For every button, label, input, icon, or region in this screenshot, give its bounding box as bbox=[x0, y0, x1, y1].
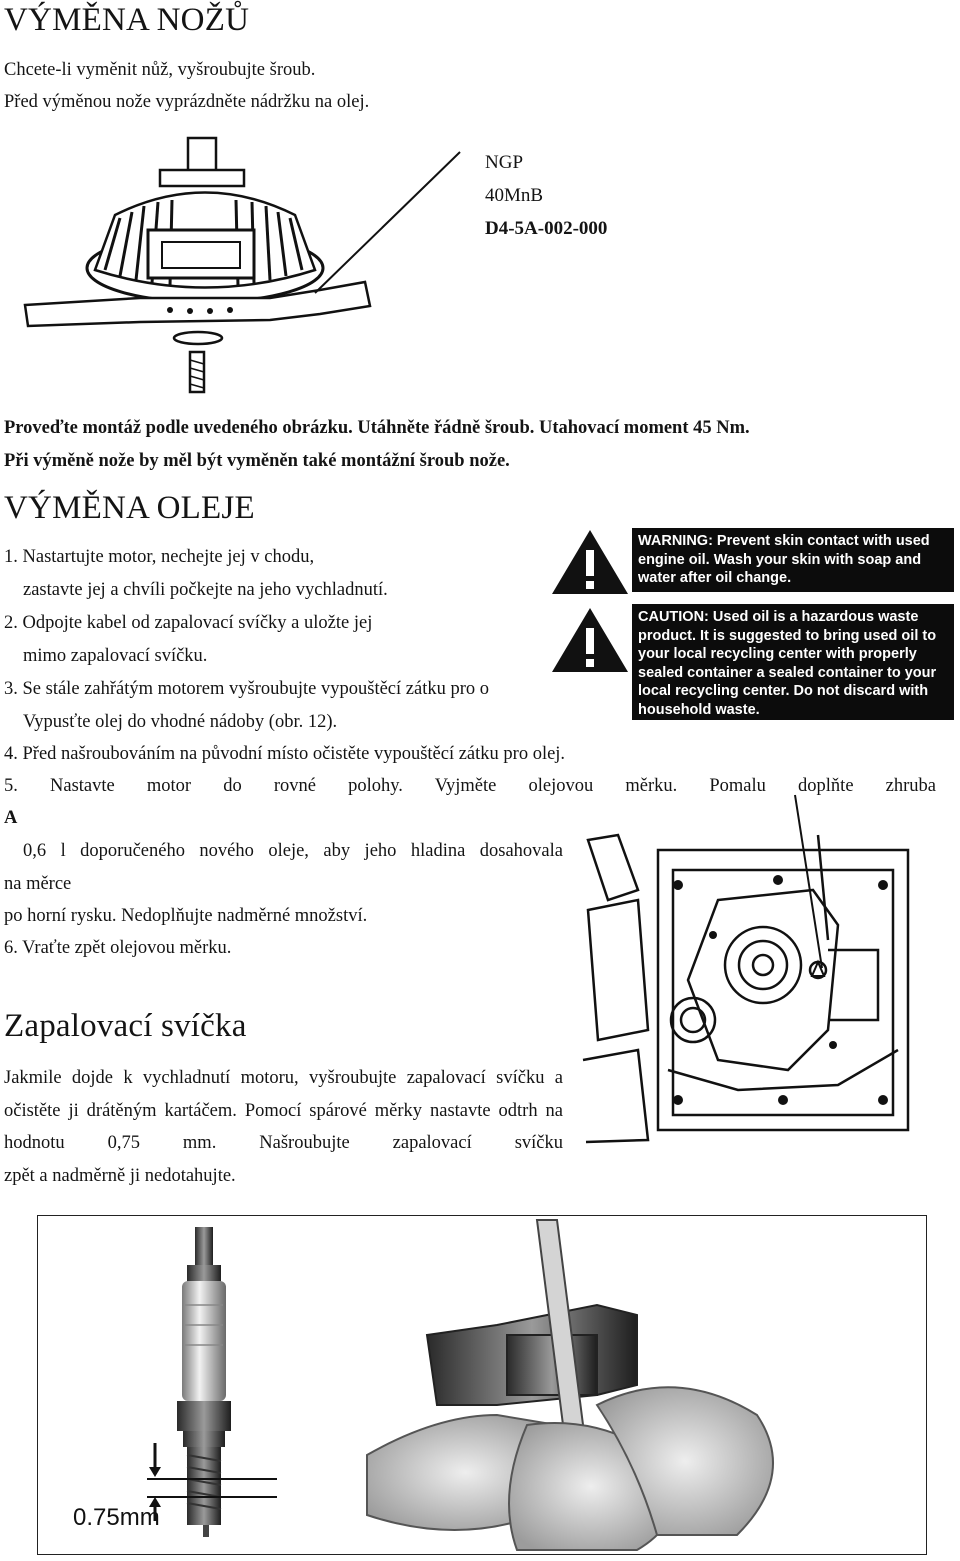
oil-step-1-cont: zastavte jej a chvíli počkejte na jeho vychladnutí. bbox=[23, 580, 388, 600]
oil-step-3-cont: Vypusťte olej do vhodné nádoby (obr. 12). bbox=[23, 712, 338, 732]
part-material: 40MnB bbox=[485, 185, 544, 206]
blade-bolt-note: Při výměně nože by měl být vyměněn také montážní šroub nože. bbox=[4, 451, 510, 471]
gap-measurement-label: 0.75mm bbox=[73, 1504, 160, 1531]
warning-triangle-icons bbox=[548, 524, 632, 690]
engine-oil-fill-diagram bbox=[578, 830, 923, 1148]
caution-line-1: CAUTION: Used oil is a hazardous waste bbox=[638, 609, 919, 625]
warning-box bbox=[632, 528, 954, 592]
oil-step-2-cont: mimo zapalovací svíčku. bbox=[23, 646, 208, 666]
oil-step-1: 1. Nastartujte motor, nechejte jej v chodu, bbox=[4, 547, 315, 567]
oil-step-5-amount: 0,6 l doporučeného nového oleje, aby jeho hladina dosahovala bbox=[23, 841, 563, 861]
warning-line-1: WARNING: Prevent skin contact with used bbox=[638, 533, 930, 549]
caution-box bbox=[632, 604, 954, 720]
oil-step-5-level: po horní rysku. Nedoplňujte nadměrné množství. bbox=[4, 906, 368, 926]
dipstick-callout-line bbox=[780, 790, 840, 980]
spark-paragraph-end: zpět a nadměrně ji nedotahujte. bbox=[4, 1166, 236, 1186]
oil-step-2: 2. Odpojte kabel od zapalovací svíčky a uložte jej bbox=[4, 613, 373, 633]
caution-line-6: household waste. bbox=[638, 701, 760, 718]
blade-instruction-1: Chcete-li vyměnit nůž, vyšroubujte šroub. bbox=[4, 60, 316, 80]
part-brand: NGP bbox=[485, 152, 524, 173]
caution-line-3: your local recycling center with properly bbox=[638, 646, 917, 662]
oil-step-6: 6. Vraťte zpět olejovou měrku. bbox=[4, 938, 232, 958]
oil-section-title: VÝMĚNA OLEJE bbox=[4, 490, 255, 526]
blade-mounting-instruction: Proveďte montáž podle uvedeného obrázku. Utáhněte řádně šroub. Utahovací moment 45 Nm. bbox=[4, 418, 750, 438]
oil-step-4: 4. Před našroubováním na původní místo očistěte vypouštěcí zátku pro olej. bbox=[4, 744, 566, 764]
part-number: D4-5A-002-000 bbox=[485, 218, 608, 239]
caution-line-5: local recycling center. Do not discard with bbox=[638, 683, 929, 699]
oil-step-3: 3. Se stále zahřátým motorem vyšroubujte vypouštěcí zátku pro o bbox=[4, 679, 489, 699]
spark-section-title: Zapalovací svíčka bbox=[4, 1008, 247, 1044]
oil-step-5-dipstick: na měrce bbox=[4, 874, 72, 894]
warning-line-3: water after oil change. bbox=[638, 570, 792, 586]
caution-line-4: sealed container a sealed container to your bbox=[638, 664, 937, 681]
caution-line-2: product. It is suggested to bring used oil to bbox=[638, 627, 937, 644]
spark-paragraph: Jakmile dojde k vychladnutí motoru, vyšroubujte zapalovací svíčku a očistěte ji drátěným kartáčem. Pomocí spárové měrky nastavte odtrh na hodnotu 0,75 mm. Našroubujte zapalovací svíčku bbox=[4, 1068, 563, 1153]
blade-instruction-2: Před výměnou nože vyprázdněte nádržku na olej. bbox=[4, 92, 370, 112]
spark-plug-photo bbox=[37, 1215, 927, 1555]
blade-section-title: VÝMĚNA NOŽŮ bbox=[4, 2, 250, 38]
warning-line-2: engine oil. Wash your skin with soap and bbox=[638, 551, 922, 568]
blade-part-label bbox=[485, 146, 607, 245]
oil-step-5-marker: A bbox=[4, 808, 18, 828]
blade-assembly-diagram bbox=[20, 130, 480, 400]
oil-step-5: 5. Nastavte motor do rovné polohy. Vyjměte olejovou měrku. Pomalu doplňte zhruba bbox=[4, 776, 936, 796]
